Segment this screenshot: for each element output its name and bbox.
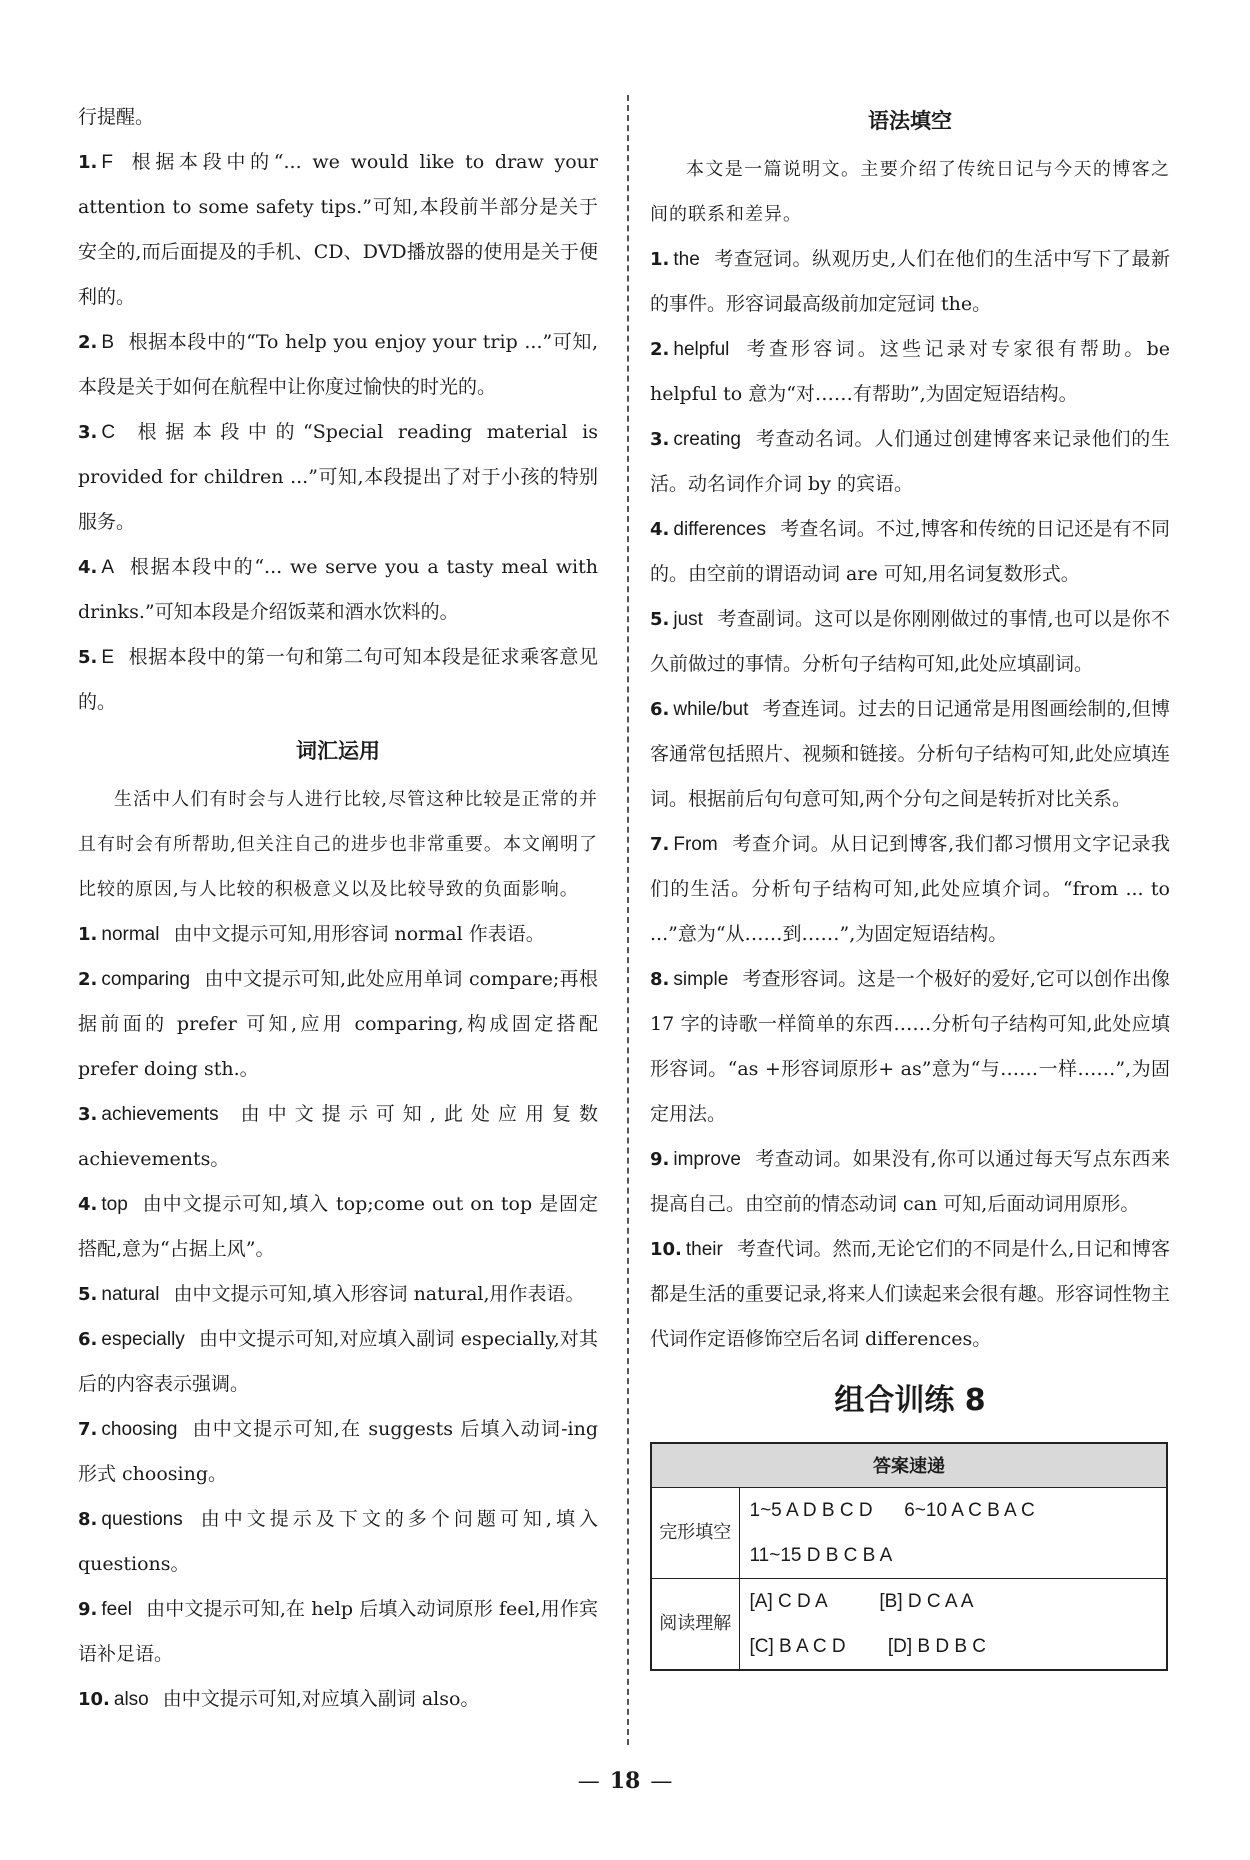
grammar-intro: 本文是一篇说明文。主要介绍了传统日记与今天的博客之间的联系和差异。 bbox=[650, 159, 1170, 225]
item-number: 6. bbox=[78, 1329, 98, 1350]
answer-item bbox=[78, 1182, 598, 1272]
grammar-title: 语法填空 bbox=[868, 109, 952, 133]
item-explanation: 由中文提示可知,此处应用单词 compare;再根据前面的 prefer 可知,应用 comparing,构成固定搭配 prefer doing sth.。 bbox=[78, 968, 598, 1080]
answer-item bbox=[78, 912, 598, 957]
item-explanation: 考查名词。不过,博客和传统的日记还是有不同的。由空前的谓语动词 are 可知,用名词复数形式。 bbox=[650, 518, 1170, 585]
item-number: 4. bbox=[78, 1194, 98, 1215]
footer-dash-right: — bbox=[650, 1769, 673, 1794]
answer-item bbox=[78, 1407, 598, 1497]
item-number: 3. bbox=[78, 1104, 98, 1125]
answer-table bbox=[650, 1442, 1168, 1671]
item-answer: C bbox=[101, 422, 116, 443]
answer-item bbox=[78, 320, 598, 410]
answer-item bbox=[650, 1227, 1170, 1362]
item-number: 1. bbox=[78, 152, 98, 173]
answer-item bbox=[650, 507, 1170, 597]
answer-item bbox=[650, 597, 1170, 687]
answer-item bbox=[650, 1137, 1170, 1227]
column-divider bbox=[627, 95, 629, 1745]
item-number: 4. bbox=[78, 557, 98, 578]
answer-item bbox=[78, 1677, 598, 1722]
item-number: 2. bbox=[78, 332, 98, 353]
item-explanation: 根据本段中的“... we serve you a tasty meal with drinks.”可知本段是介绍饭菜和酒水饮料的。 bbox=[78, 556, 598, 623]
item-explanation: 根据本段中的第一句和第二句可知本段是征求乘客意见的。 bbox=[78, 646, 598, 713]
answer-item bbox=[650, 237, 1170, 327]
answer-item bbox=[78, 1587, 598, 1677]
item-number: 10. bbox=[650, 1239, 682, 1260]
item-answer: their bbox=[685, 1239, 723, 1260]
item-explanation: 根据本段中的“... we would like to draw your attention to some safety tips.”可知,本段前半部分是关于安全的,而后面提及的手机、CD、DVD播放器的使用是关于便利的。 bbox=[78, 151, 598, 308]
item-number: 2. bbox=[78, 969, 98, 990]
right-column bbox=[650, 95, 1170, 1671]
item-explanation: 考查连词。过去的日记通常是用图画绘制的,但博客通常包括照片、视频和链接。分析句子结构可知,此处应填连词。根据前后句句意可知,两个分句之间是转折对比关系。 bbox=[650, 698, 1170, 810]
item-explanation: 考查冠词。纵观历史,人们在他们的生活中写下了最新的事件。形容词最高级前加定冠词 the。 bbox=[650, 248, 1170, 315]
item-answer: especially bbox=[101, 1329, 185, 1350]
grammar-answers bbox=[650, 237, 1170, 1362]
answer-item bbox=[78, 957, 598, 1092]
item-answer: normal bbox=[101, 924, 160, 945]
item-answer: A bbox=[101, 557, 115, 578]
item-answer: differences bbox=[673, 519, 766, 540]
item-answer: while/but bbox=[673, 699, 749, 720]
answer-item bbox=[78, 545, 598, 635]
item-answer: also bbox=[113, 1689, 149, 1710]
item-answer: top bbox=[101, 1194, 128, 1215]
reading-answers-line-1: [A] C D A [B] D C A A bbox=[749, 1590, 974, 1612]
item-answer: helpful bbox=[673, 339, 730, 360]
vocab-intro: 生活中人们有时会与人进行比较,尽管这种比较是正常的并且有时会有所帮助,但关注自己的进步也非常重要。本文阐明了比较的原因,与人比较的积极意义以及比较导致的负面影响。 bbox=[78, 789, 598, 900]
item-number: 9. bbox=[78, 1599, 98, 1620]
item-number: 1. bbox=[650, 249, 670, 270]
item-answer: simple bbox=[673, 969, 729, 990]
item-number: 1. bbox=[78, 924, 98, 945]
item-number: 2. bbox=[650, 339, 670, 360]
answer-item bbox=[650, 822, 1170, 957]
item-explanation: 由中文提示可知,填入 top;come out on top 是固定搭配,意为“占据上风”。 bbox=[78, 1193, 598, 1260]
item-explanation: 根据本段中的“Special reading material is provided for children ...”可知,本段提出了对于小孩的特别服务。 bbox=[78, 421, 598, 533]
item-answer: feel bbox=[101, 1599, 133, 1620]
item-explanation: 考查代词。然而,无论它们的不同是什么,日记和博客都是生活的重要记录,将来人们读起来会很有趣。形容词性物主代词作定语修饰空后名词 differences。 bbox=[650, 1238, 1170, 1350]
item-explanation: 由中文提示可知,在 help 后填入动词原形 feel,用作宾语补足语。 bbox=[78, 1598, 598, 1665]
cloze-label: 完形填空 bbox=[651, 1487, 739, 1578]
item-answer: E bbox=[101, 647, 115, 668]
answer-item bbox=[78, 1497, 598, 1587]
cloze-answers-line-2: 11~15 D B C B A bbox=[749, 1544, 893, 1566]
item-number: 7. bbox=[78, 1419, 98, 1440]
item-explanation: 由中文提示可知,此处应用复数 achievements。 bbox=[78, 1103, 598, 1170]
item-answer: questions bbox=[101, 1509, 183, 1530]
item-explanation: 考查介词。从日记到博客,我们都习惯用文字记录我们的生活。分析句子结构可知,此处应填介词。“from ... to ...”意为“从……到……”,为固定短语结构。 bbox=[650, 833, 1170, 945]
item-number: 6. bbox=[650, 699, 670, 720]
item-number: 7. bbox=[650, 834, 670, 855]
item-explanation: 由中文提示可知,对应填入副词 also。 bbox=[162, 1688, 480, 1710]
item-explanation: 由中文提示及下文的多个问题可知,填入 questions。 bbox=[78, 1508, 598, 1575]
item-answer: improve bbox=[673, 1149, 741, 1170]
continuation-text: 行提醒。 bbox=[78, 106, 155, 128]
answer-item bbox=[78, 410, 598, 545]
answer-item bbox=[78, 140, 598, 320]
item-answer: just bbox=[673, 609, 703, 630]
answer-item bbox=[650, 687, 1170, 822]
page-number: 18 bbox=[609, 1768, 641, 1794]
item-explanation: 根据本段中的“To help you enjoy your trip ...”可知,本段是关于如何在航程中让你度过愉快的时光的。 bbox=[78, 331, 598, 398]
item-answer: From bbox=[673, 834, 718, 855]
answer-item bbox=[650, 417, 1170, 507]
answer-table-header: 答案速递 bbox=[651, 1443, 1167, 1487]
answer-item bbox=[78, 635, 598, 725]
item-explanation: 由中文提示可知,在 suggests 后填入动词-ing 形式 choosing。 bbox=[78, 1418, 598, 1485]
item-explanation: 考查形容词。这是一个极好的爱好,它可以创作出像 17 字的诗歌一样简单的东西……分析句子结构可知,此处应填形容词。“as +形容词原形+ as”意为“与……一样……”,为固定用法。 bbox=[650, 968, 1170, 1125]
left-column bbox=[78, 95, 598, 1722]
item-explanation: 考查动词。如果没有,你可以通过每天写点东西来提高自己。由空前的情态动词 can 可知,后面动词用原形。 bbox=[650, 1148, 1170, 1215]
item-number: 3. bbox=[650, 429, 670, 450]
reading-label: 阅读理解 bbox=[651, 1578, 739, 1670]
item-explanation: 考查副词。这可以是你刚刚做过的事情,也可以是你不久前做过的事情。分析句子结构可知,此处应填副词。 bbox=[650, 608, 1170, 675]
item-answer: the bbox=[673, 249, 700, 270]
item-number: 5. bbox=[78, 647, 98, 668]
page-footer bbox=[0, 1768, 1250, 1794]
item-number: 8. bbox=[650, 969, 670, 990]
item-answer: natural bbox=[101, 1284, 160, 1305]
item-number: 5. bbox=[650, 609, 670, 630]
vocab-title: 词汇运用 bbox=[296, 739, 380, 763]
reading-answers-line-2: [C] B A C D [D] B D B C bbox=[749, 1635, 986, 1657]
footer-dash-left: — bbox=[577, 1769, 600, 1794]
reading-answers bbox=[78, 140, 598, 725]
item-answer: creating bbox=[673, 429, 741, 450]
item-explanation: 考查动名词。人们通过创建博客来记录他们的生活。动名词作介词 by 的宾语。 bbox=[650, 428, 1170, 495]
item-answer: B bbox=[101, 332, 115, 353]
item-number: 9. bbox=[650, 1149, 670, 1170]
item-number: 4. bbox=[650, 519, 670, 540]
unit-title: 组合训练 8 bbox=[834, 1383, 986, 1418]
item-explanation: 由中文提示可知,填入形容词 natural,用作表语。 bbox=[173, 1283, 585, 1305]
item-answer: comparing bbox=[101, 969, 191, 990]
item-answer: F bbox=[101, 152, 113, 173]
item-answer: achievements bbox=[101, 1104, 219, 1125]
answer-item bbox=[650, 957, 1170, 1137]
vocab-answers bbox=[78, 912, 598, 1722]
answer-item bbox=[78, 1272, 598, 1317]
answer-item bbox=[78, 1092, 598, 1182]
item-explanation: 考查形容词。这些记录对专家很有帮助。be helpful to 意为“对……有帮助”,为固定短语结构。 bbox=[650, 338, 1170, 405]
answer-item bbox=[78, 1317, 598, 1407]
item-number: 3. bbox=[78, 422, 98, 443]
cloze-answers-line-1: 1~5 A D B C D 6~10 A C B A C bbox=[749, 1499, 1035, 1521]
item-number: 5. bbox=[78, 1284, 98, 1305]
item-explanation: 由中文提示可知,对应填入副词 especially,对其后的内容表示强调。 bbox=[78, 1328, 598, 1395]
answer-item bbox=[650, 327, 1170, 417]
item-number: 8. bbox=[78, 1509, 98, 1530]
item-answer: choosing bbox=[101, 1419, 178, 1440]
item-number: 10. bbox=[78, 1689, 110, 1710]
item-explanation: 由中文提示可知,用形容词 normal 作表语。 bbox=[173, 923, 545, 945]
